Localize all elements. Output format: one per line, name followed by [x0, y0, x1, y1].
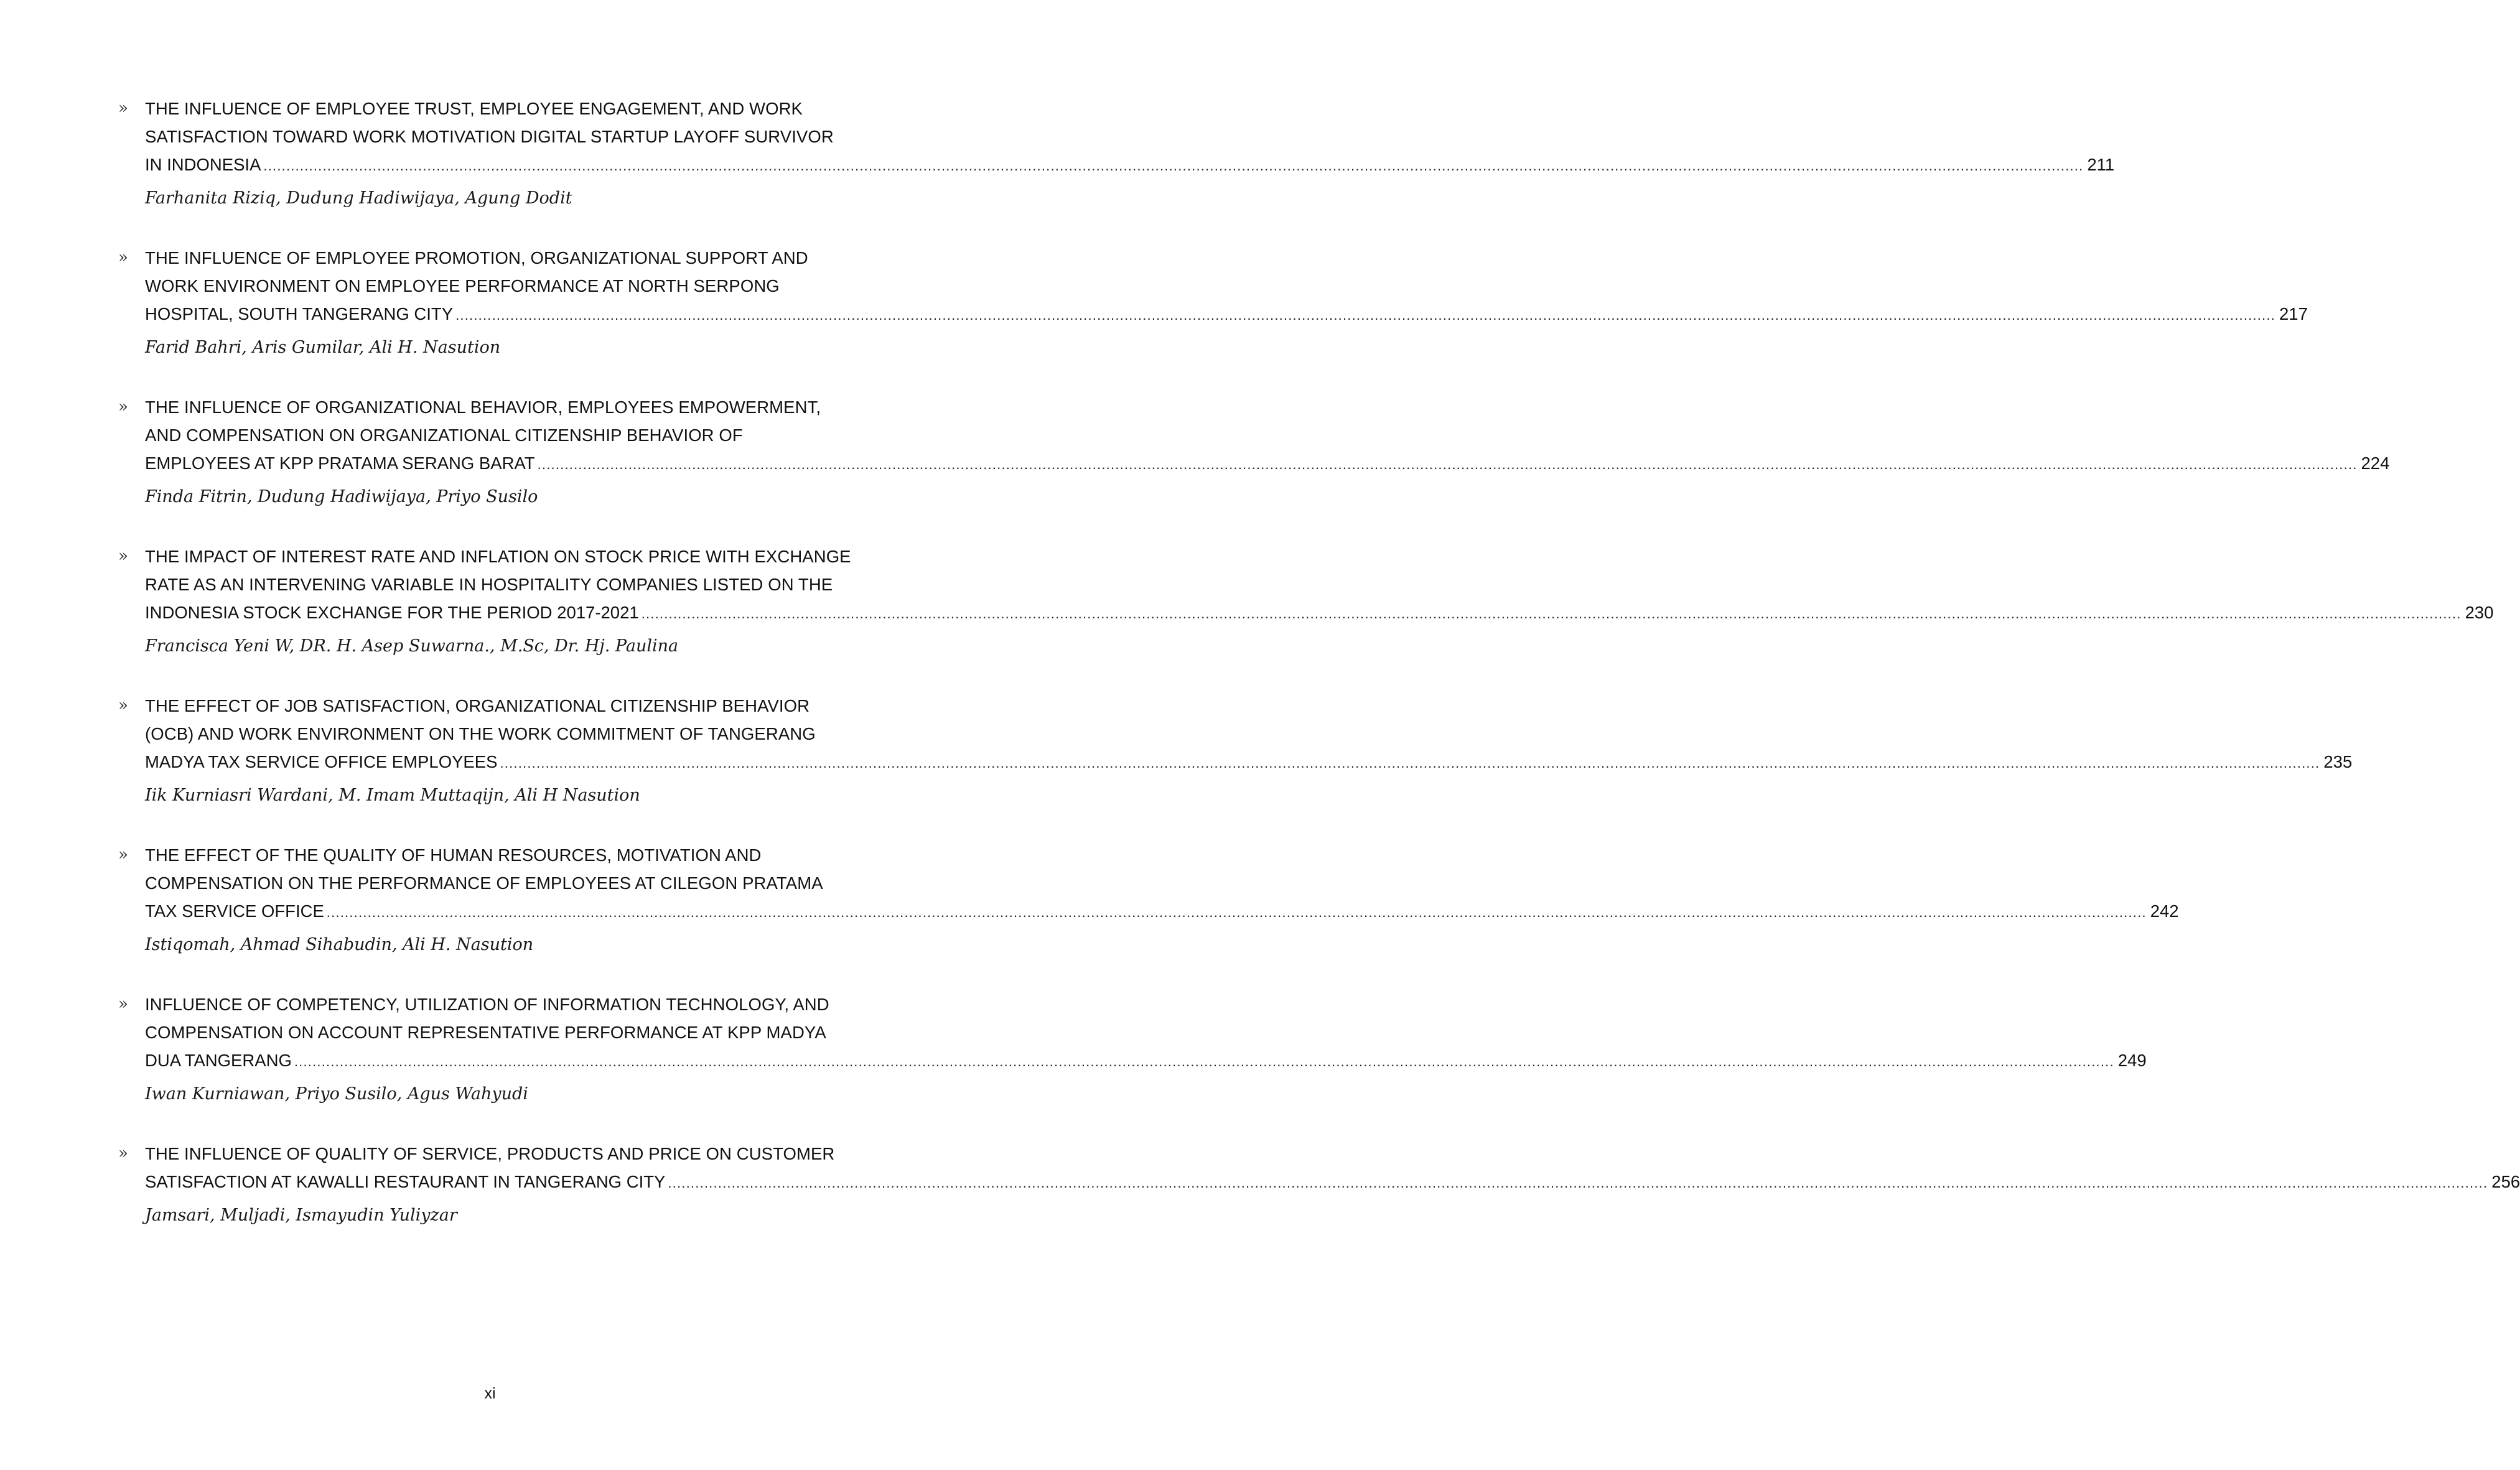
dot-leader: ................................................................................................................................................................................................................................................................................................................................................................................................................: [500, 755, 2320, 771]
entry-title[interactable]: [145, 990, 2147, 1074]
bullet-icon: »: [118, 696, 128, 715]
page-ref[interactable]: 211: [2087, 155, 2115, 174]
title-last-line: [145, 748, 2353, 776]
title-line: TAX SERVICE OFFICE: [145, 901, 324, 921]
title-line: INDONESIA STOCK EXCHANGE FOR THE PERIOD 2017-2021: [145, 603, 639, 622]
dot-leader: ................................................................................................................................................................................................................................................................................................................................................................................................................: [326, 905, 2147, 920]
entry-authors: Finda Fitrin, Dudung Hadiwijaya, Priyo Susilo: [145, 487, 538, 506]
bullet-icon: »: [118, 1144, 128, 1163]
entry-authors: Farid Bahri, Aris Gumilar, Ali H. Nasution: [145, 338, 501, 357]
entry-title[interactable]: [145, 95, 2115, 179]
dot-leader: ................................................................................................................................................................................................................................................................................................................................................................................................................: [263, 158, 2084, 174]
bullet-icon: »: [118, 547, 128, 565]
title-line: DUA TANGERANG: [145, 1051, 292, 1070]
dot-leader: ................................................................................................................................................................................................................................................................................................................................................................................................................: [537, 457, 2358, 472]
dot-leader: ................................................................................................................................................................................................................................................................................................................................................................................................................: [668, 1175, 2488, 1191]
title-line: EMPLOYEES AT KPP PRATAMA SERANG BARAT: [145, 454, 535, 473]
title-last-line: [145, 1046, 2147, 1074]
page-ref[interactable]: 224: [2361, 454, 2390, 473]
page-ref[interactable]: 235: [2323, 752, 2353, 771]
title-line: SATISFACTION TOWARD WORK MOTIVATION DIGITAL STARTUP LAYOFF SURVIVOR: [145, 127, 834, 146]
title-last-line: [145, 449, 2390, 477]
entry-title[interactable]: [145, 393, 2390, 477]
entry-authors: Francisca Yeni W, DR. H. Asep Suwarna., M.Sc, Dr. Hj. Paulina: [145, 636, 679, 656]
title-line: WORK ENVIRONMENT ON EMPLOYEE PERFORMANCE AT NORTH SERPONG: [145, 276, 780, 295]
title-line: MADYA TAX SERVICE OFFICE EMPLOYEES: [145, 752, 498, 771]
bullet-icon: »: [118, 99, 128, 118]
title-line: THE IMPACT OF INTEREST RATE AND INFLATION ON STOCK PRICE WITH EXCHANGE: [145, 547, 851, 566]
entry-authors: Iik Kurniasri Wardani, M. Imam Muttaqijn, Ali H Nasution: [145, 786, 640, 805]
title-line: COMPENSATION ON ACCOUNT REPRESENTATIVE PERFORMANCE AT KPP MADYA: [145, 1023, 826, 1042]
entry-authors: Istiqomah, Ahmad Sihabudin, Ali H. Nasution: [145, 935, 534, 954]
title-last-line: [145, 897, 2179, 925]
entry-authors: Jamsari, Muljadi, Ismayudin Yuliyzar: [145, 1206, 457, 1225]
dot-leader: ................................................................................................................................................................................................................................................................................................................................................................................................................: [455, 307, 2275, 323]
page-ref[interactable]: 217: [2279, 304, 2308, 323]
entry-title[interactable]: [145, 841, 2179, 925]
entry-title[interactable]: [145, 244, 2308, 328]
title-line: THE INFLUENCE OF QUALITY OF SERVICE, PRODUCTS AND PRICE ON CUSTOMER: [145, 1144, 835, 1163]
title-last-line: [145, 1168, 2520, 1196]
dot-leader: ................................................................................................................................................................................................................................................................................................................................................................................................................: [641, 606, 2462, 621]
page-ref[interactable]: 230: [2465, 603, 2494, 622]
title-line: THE INFLUENCE OF ORGANIZATIONAL BEHAVIOR, EMPLOYEES EMPOWERMENT,: [145, 398, 821, 417]
title-line: (OCB) AND WORK ENVIRONMENT ON THE WORK COMMITMENT OF TANGERANG: [145, 724, 816, 743]
title-line: THE INFLUENCE OF EMPLOYEE TRUST, EMPLOYEE ENGAGEMENT, AND WORK: [145, 99, 803, 118]
title-line: IN INDONESIA: [145, 155, 261, 174]
title-line: COMPENSATION ON THE PERFORMANCE OF EMPLOYEES AT CILEGON PRATAMA: [145, 873, 823, 893]
title-line: SATISFACTION AT KAWALLI RESTAURANT IN TANGERANG CITY: [145, 1172, 666, 1191]
bullet-icon: »: [118, 845, 128, 864]
page-ref[interactable]: 242: [2150, 901, 2179, 921]
title-last-line: [145, 151, 2115, 179]
entry-authors: Farhanita Riziq, Dudung Hadiwijaya, Agung Dodit: [145, 188, 572, 208]
bullet-icon: »: [118, 248, 128, 267]
page-number: xi: [484, 1385, 496, 1402]
title-last-line: [145, 300, 2308, 328]
title-line: THE EFFECT OF THE QUALITY OF HUMAN RESOURCES, MOTIVATION AND: [145, 845, 762, 865]
bullet-icon: »: [118, 995, 128, 1013]
title-line: INFLUENCE OF COMPETENCY, UTILIZATION OF INFORMATION TECHNOLOGY, AND: [145, 995, 829, 1014]
title-last-line: [145, 598, 2494, 626]
entry-authors: Iwan Kurniawan, Priyo Susilo, Agus Wahyudi: [145, 1084, 528, 1104]
dot-leader: ................................................................................................................................................................................................................................................................................................................................................................................................................: [294, 1054, 2114, 1069]
entry-title[interactable]: [145, 542, 2494, 626]
title-line: AND COMPENSATION ON ORGANIZATIONAL CITIZENSHIP BEHAVIOR OF: [145, 426, 743, 445]
title-line: THE INFLUENCE OF EMPLOYEE PROMOTION, ORGANIZATIONAL SUPPORT AND: [145, 248, 808, 267]
bullet-icon: »: [118, 398, 128, 416]
page-ref[interactable]: 249: [2117, 1051, 2147, 1070]
entry-title[interactable]: [145, 692, 2353, 776]
title-line: HOSPITAL, SOUTH TANGERANG CITY: [145, 304, 454, 323]
page-ref[interactable]: 256: [2491, 1172, 2520, 1191]
entry-title[interactable]: [145, 1140, 2520, 1196]
title-line: THE EFFECT OF JOB SATISFACTION, ORGANIZATIONAL CITIZENSHIP BEHAVIOR: [145, 696, 810, 715]
title-line: RATE AS AN INTERVENING VARIABLE IN HOSPITALITY COMPANIES LISTED ON THE: [145, 575, 833, 594]
